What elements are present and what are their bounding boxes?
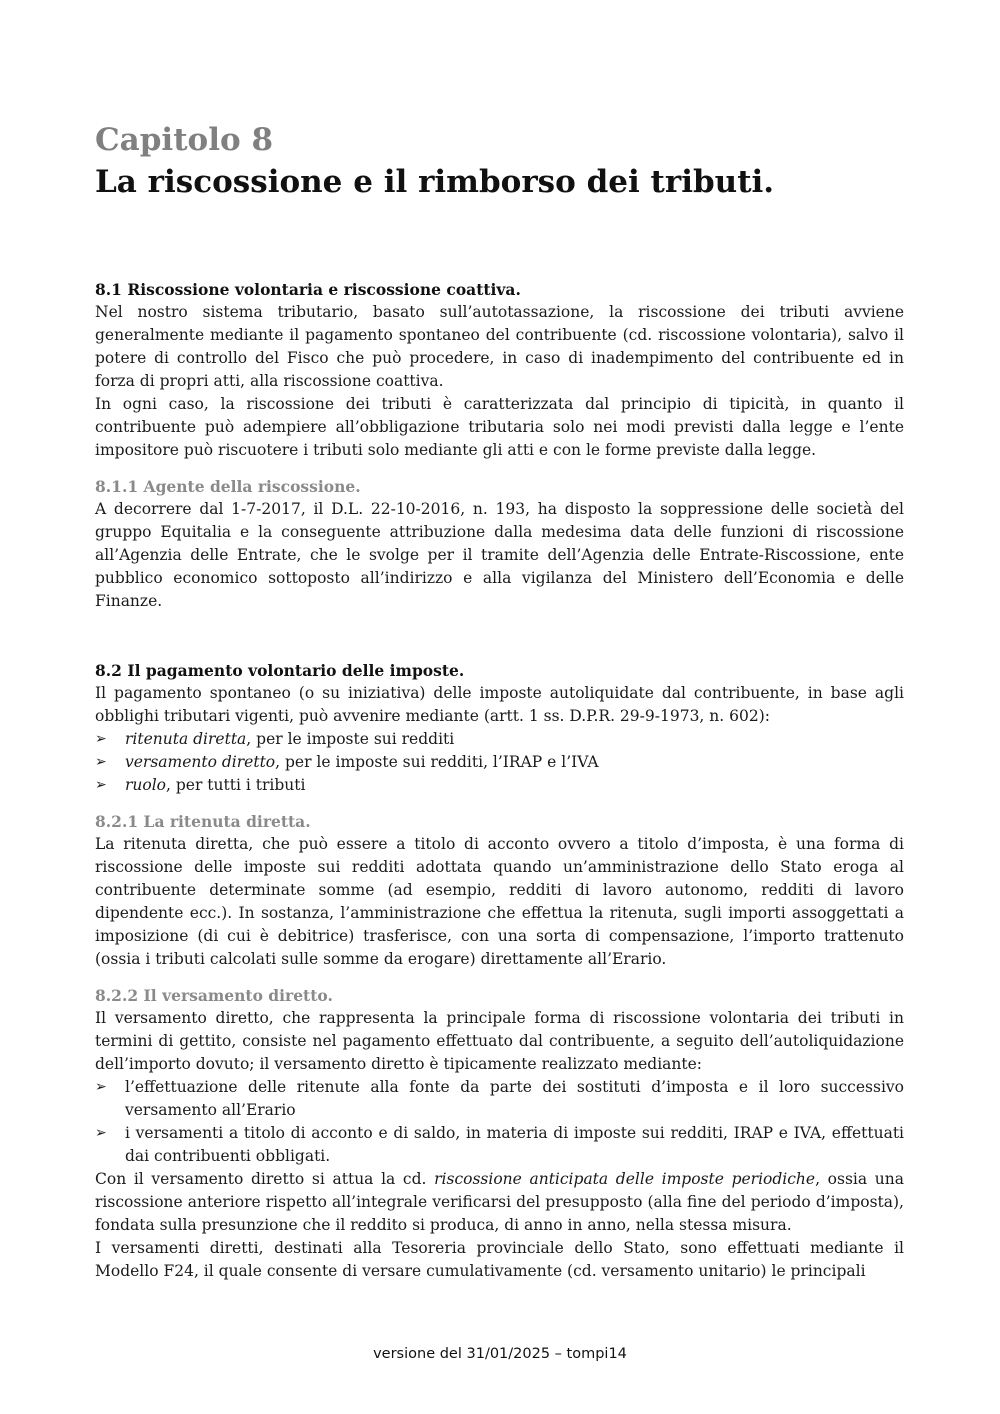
chapter-number: Capitolo 8	[95, 122, 274, 158]
subsection-heading-8-1-1: 8.1.1 Agente della riscossione.	[95, 477, 361, 496]
list-item	[95, 774, 904, 797]
bullet-list	[95, 1076, 904, 1168]
arrowhead-bullet-icon: ➢	[95, 1125, 107, 1141]
arrowhead-bullet-icon: ➢	[95, 1079, 107, 1095]
subsection-heading-8-2-1: 8.2.1 La ritenuta diretta.	[95, 812, 311, 831]
paragraph-text: Con il versamento diretto si attua la cd.	[95, 1170, 435, 1188]
paragraph: Nel nostro sistema tributario, basato sull’autotassazione, la riscossione dei tributi avviene generalmente mediante il pagamento spontaneo del contribuente (cd. riscossione volontaria), salvo il potere di controllo del Fisco che può procedere, in caso di inadempimento del contribuente ed in forza di propri atti, alla riscossione coattiva.	[95, 303, 904, 390]
list-item-text: , per le imposte sui redditi	[246, 730, 455, 748]
list-item	[95, 751, 904, 774]
list-item	[95, 728, 904, 751]
paragraph: I versamenti diretti, destinati alla Tesoreria provinciale dello Stato, sono effettuati mediante il Modello F24, il quale consente di versare cumulativamente (cd. versamento unitario) le principali	[95, 1239, 904, 1280]
list-item-emphasis: ruolo	[125, 776, 167, 794]
paragraph-text: , ossia una riscossione anteriore rispetto all’integrale verificarsi del presupposto (alla fine del periodo d’imposta), fondata sulla presunzione che il reddito si produca, di anno in anno, nella stessa misura.	[95, 1170, 904, 1234]
list-item-emphasis: ritenuta diretta	[125, 730, 247, 748]
list-item	[95, 1076, 904, 1122]
paragraph-emphasis: riscossione anticipata delle imposte periodiche	[434, 1170, 816, 1188]
section-heading-8-2: 8.2 Il pagamento volontario delle imposte.	[95, 661, 465, 680]
list-item-text: i versamenti a titolo di acconto e di saldo, in materia di imposte sui redditi, IRAP e IVA, effettuati dai contribuenti obbligati.	[125, 1124, 904, 1165]
paragraph: Il pagamento spontaneo (o su iniziativa) delle imposte autoliquidate dal contribuente, in base agli obblighi tributari vigenti, può avvenire mediante (artt. 1 ss. D.P.R. 29-9-1973, n. 602):	[95, 684, 904, 725]
subsection-heading-8-2-2: 8.2.2 Il versamento diretto.	[95, 986, 333, 1005]
list-item-text: , per tutti i tributi	[166, 776, 306, 794]
arrowhead-bullet-icon: ➢	[95, 731, 107, 747]
paragraph: In ogni caso, la riscossione dei tributi è caratterizzata dal principio di tipicità, in quanto il contribuente può adempiere all’obbligazione tributaria solo nei modi previsti dalla legge e l’ente impositore può riscuotere i tributi solo mediante gli atti e con le forme previste dalla legge.	[95, 395, 904, 459]
list-item-text: l’effettuazione delle ritenute alla fonte da parte dei sostituti d’imposta e il loro successivo versamento all’Erario	[125, 1078, 904, 1119]
list-item	[95, 1122, 904, 1168]
paragraph: Il versamento diretto, che rappresenta la principale forma di riscossione volontaria dei tributi in termini di gettito, consiste nel pagamento effettuato dal contribuente, a seguito dell’autoliquidazione dell’importo dovuto; il versamento diretto è tipicamente realizzato mediante:	[95, 1009, 904, 1073]
section-heading-8-1: 8.1 Riscossione volontaria e riscossione coattiva.	[95, 280, 521, 299]
paragraph: A decorrere dal 1-7-2017, il D.L. 22-10-2016, n. 193, ha disposto la soppressione delle società del gruppo Equitalia e la conseguente attribuzione dalla medesima data delle funzioni di riscossione all’Agenzia delle Entrate, che le svolge per il tramite dell’Agenzia delle Entrate-Riscossione, ente pubblico economico sottoposto all’indirizzo e alla vigilanza del Ministero dell’Economia e delle Finanze.	[95, 500, 904, 610]
arrowhead-bullet-icon: ➢	[95, 777, 107, 793]
page-content	[95, 120, 904, 1283]
list-item-emphasis: versamento diretto	[125, 753, 276, 771]
paragraph: La ritenuta diretta, che può essere a titolo di acconto ovvero a titolo d’imposta, è una forma di riscossione delle imposte sui redditi adottata quando un’amministrazione dello Stato eroga al contribuente determinate somme (ad esempio, redditi di lavoro autonomo, redditi di lavoro dipendente ecc.). In sostanza, l’amministrazione che effettua la ritenuta, sugli importi assoggettati a imposizione (di cui è debitrice) trasferisce, con una sorta di compensazione, l’importo trattenuto (ossia i tributi calcolati sulle somme da erogare) direttamente all’Erario.	[95, 835, 904, 968]
list-item-text: , per le imposte sui redditi, l’IRAP e l’IVA	[275, 753, 599, 771]
paragraph	[95, 1168, 904, 1237]
page-footer: versione del 31/01/2025 – tompi14	[373, 1346, 627, 1362]
chapter-title: La riscossione e il rimborso dei tributi.	[95, 164, 775, 200]
bullet-list	[95, 728, 904, 797]
arrowhead-bullet-icon: ➢	[95, 754, 107, 770]
